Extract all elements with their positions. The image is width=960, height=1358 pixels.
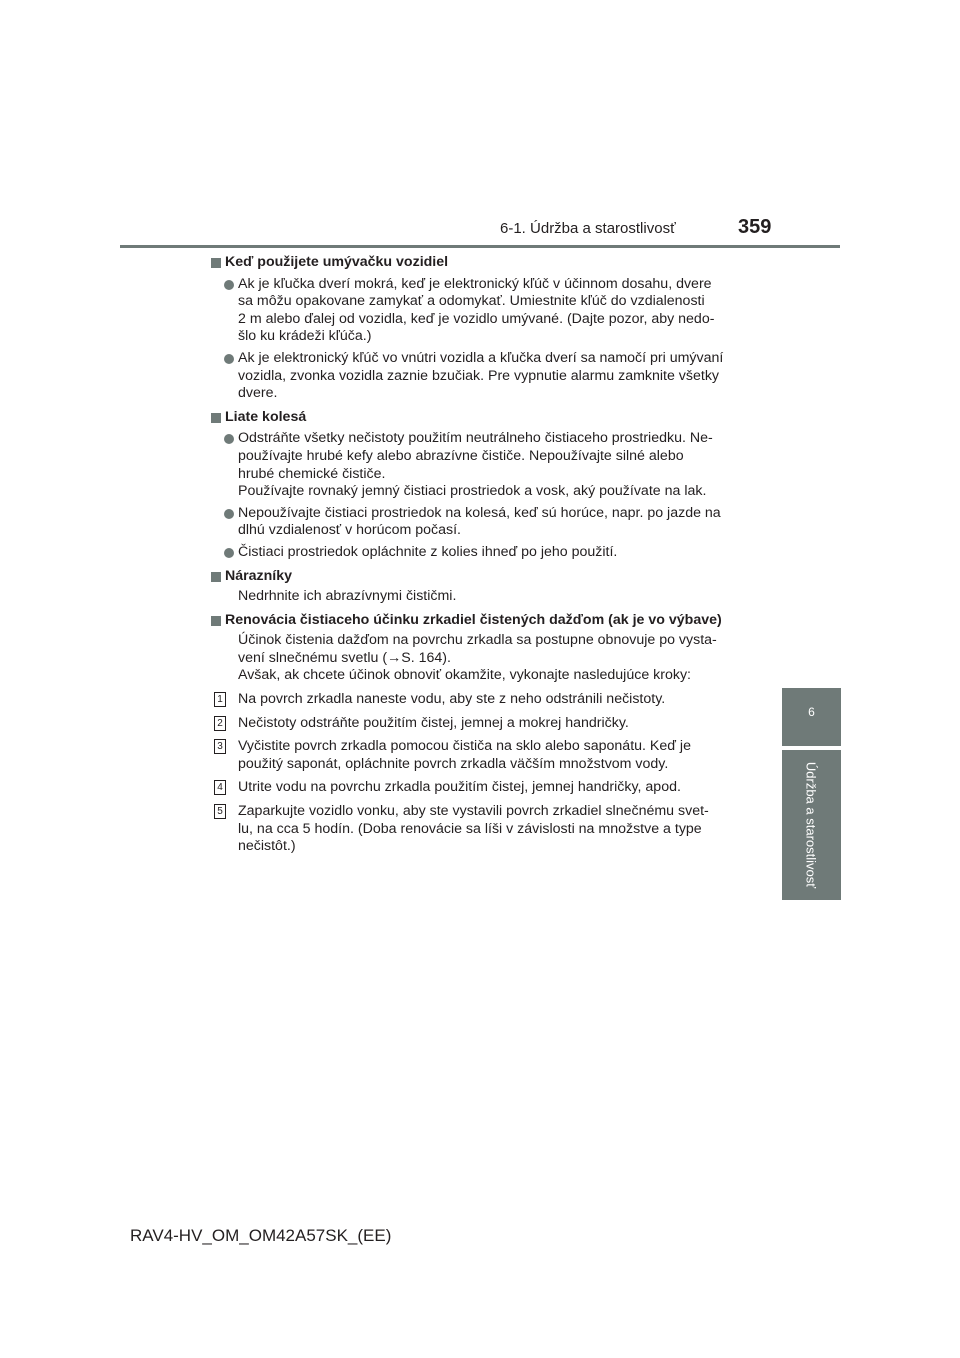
- step-item: [211, 803, 751, 856]
- text-line: Čistiaci prostriedok opláchnite z kolies ihneď po jeho použití.: [238, 543, 618, 560]
- text-line: Na povrch zrkadla naneste vodu, aby ste z neho odstránili nečistoty.: [238, 691, 666, 708]
- step-item: [211, 691, 751, 709]
- section-heading-text: Renovácia čistiaceho účinku zrkadiel čistených dažďom (ak je vo výbave): [225, 611, 722, 628]
- text-line: vení slnečnému svetlu (→S. 164).: [238, 649, 451, 666]
- step-item: [211, 715, 751, 733]
- text-line: Nepoužívajte čistiaci prostriedok na kolesá, keď sú horúce, napr. po jazde na: [238, 504, 721, 521]
- paragraph: [211, 632, 751, 685]
- text-line: hrubé chemické čističe.: [238, 465, 386, 482]
- text-line: Zaparkujte vozidlo vonku, aby ste vystavili povrch zrkadiel slnečnému svet-: [238, 803, 709, 820]
- header-divider: [120, 245, 840, 248]
- text-line: Nečistoty odstráňte použitím čistej, jemnej a mokrej handričky.: [238, 714, 629, 731]
- section-heading: [211, 612, 751, 630]
- text-line: Používajte rovnaký jemný čistiaci prostriedok a vosk, aký používate na lak.: [238, 483, 707, 500]
- square-bullet-icon: [211, 616, 221, 626]
- text-line: sa môžu opakovane zamykať a odomykať. Umiestnite kľúč do vzdialenosti: [238, 293, 705, 310]
- text-line: Utrite vodu na povrchu zrkadla použitím čistej, jemnej handričky, apod.: [238, 779, 681, 796]
- bullet-item: [211, 350, 751, 403]
- text-line: Ak je kľučka dverí mokrá, keď je elektronický kľúč v účinnom dosahu, dvere: [238, 275, 712, 292]
- bullet-item: [211, 505, 751, 540]
- text-line: vozidla, zvonka vozidla zaznie bzučiak. Pre vypnutie alarmu zamknite všetky: [238, 367, 720, 384]
- text-line: nečistôt.): [238, 838, 296, 855]
- paragraph: [211, 588, 751, 606]
- text-line: Odstráňte všetky nečistoty použitím neutrálneho čistiaceho prostriedku. Ne-: [238, 430, 713, 447]
- bullet-item: [211, 276, 751, 346]
- chapter-number: 6: [808, 705, 815, 719]
- step-item: [211, 738, 751, 773]
- circle-bullet-icon: [224, 509, 234, 519]
- square-bullet-icon: [211, 413, 221, 423]
- page-number: 359: [738, 216, 772, 238]
- text-line: používajte hrubé kefy alebo abrazívne čističe. Nepoužívajte silné alebo: [238, 447, 684, 464]
- text-line: použitý saponát, opláchnite povrch zrkadla väčším množstvom vody.: [238, 755, 669, 772]
- text-line: Avšak, ak chcete účinok obnoviť okamžite, vykonajte nasledujúce kroky:: [238, 667, 691, 684]
- step-number: 3: [214, 739, 226, 754]
- bullet-item: [211, 544, 751, 562]
- section-heading-text: Liate kolesá: [225, 408, 307, 425]
- square-bullet-icon: [211, 572, 221, 582]
- text-line: Vyčistite povrch zrkadla pomocou čističa na sklo alebo saponátu. Keď je: [238, 738, 691, 755]
- text-line: lu, na cca 5 hodín. (Doba renovácie sa líši v závislosti na množstve a type: [238, 820, 702, 837]
- circle-bullet-icon: [224, 354, 234, 364]
- section-heading-text: Keď použijete umývačku vozidiel: [225, 254, 449, 270]
- section-title: 6-1. Údržba a starostlivosť: [500, 220, 676, 237]
- step-number: 4: [214, 780, 226, 795]
- text-line: Ak je elektronický kľúč vo vnútri vozidla a kľučka dverí sa namočí pri umývaní: [238, 349, 724, 366]
- chapter-label: Údržba a starostlivosť: [803, 761, 819, 889]
- square-bullet-icon: [211, 258, 221, 268]
- section-heading: [211, 409, 751, 427]
- text-line: dlhú vzdialenosť v horúcom počasí.: [238, 522, 461, 539]
- text-line: Účinok čistenia dažďom na povrchu zrkadla sa postupne obnovuje po vysta-: [238, 632, 717, 649]
- text-line: dvere.: [238, 385, 278, 402]
- circle-bullet-icon: [224, 280, 234, 290]
- text-line: Nedrhnite ich abrazívnymi čističmi.: [238, 588, 457, 605]
- document-code: RAV4-HV_OM_OM42A57SK_(EE): [130, 1226, 392, 1245]
- page-content: [211, 254, 751, 856]
- section-heading: [211, 254, 751, 272]
- step-item: [211, 779, 751, 797]
- step-number: 2: [214, 716, 226, 731]
- section-heading-text: Nárazníky: [225, 567, 293, 584]
- circle-bullet-icon: [224, 434, 234, 444]
- circle-bullet-icon: [224, 548, 234, 558]
- bullet-item: [211, 430, 751, 500]
- step-number: 1: [214, 692, 226, 707]
- section-heading: [211, 568, 751, 586]
- step-number: 5: [214, 804, 226, 819]
- text-line: 2 m alebo ďalej od vozidla, keď je vozidlo umývané. (Dajte pozor, aby nedo-: [238, 310, 715, 327]
- text-line: šlo ku krádeži kľúča.): [238, 328, 372, 345]
